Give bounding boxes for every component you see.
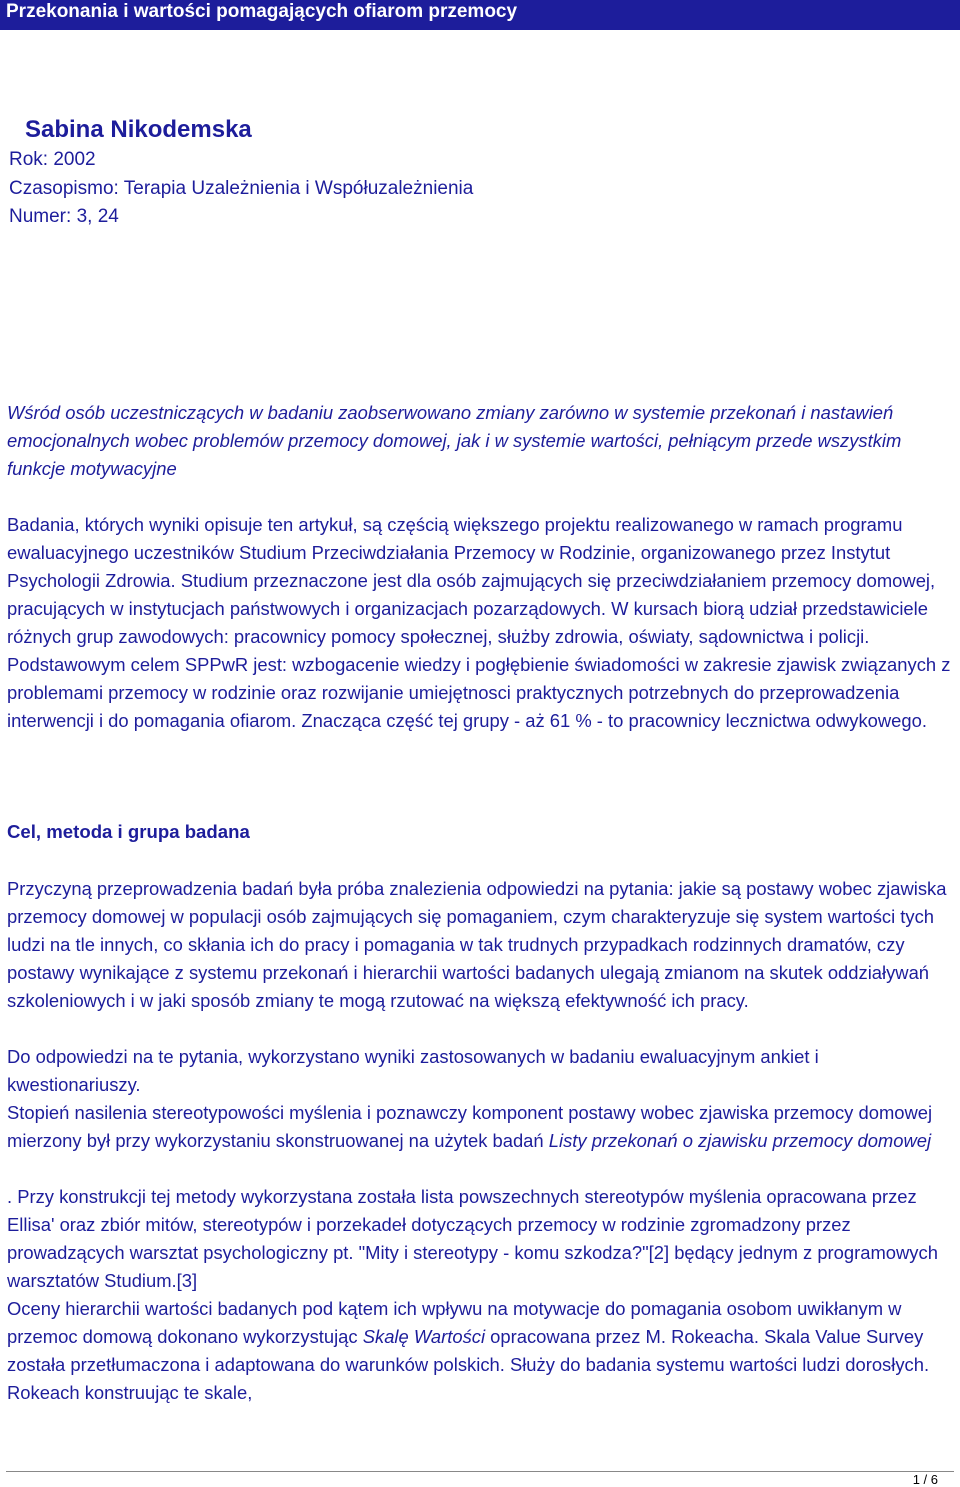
page-number: 1 / 6 xyxy=(912,1472,938,1487)
list-title: Listy przekonań o zjawisku przemocy domowej xyxy=(548,1130,932,1151)
construction-paragraph: . Przy konstrukcji tej metody wykorzystana została lista powszechnych stereotypów myślenia opracowana przez Ellisa' oraz zbiór mitów, stereotypów i porzekadeł dotyczących przemocy w rodzinie zgromadzony przez prowadzących warsztat psychologiczny pt. "Mity i stereotypy - komu szkodza?"[2] będący jednym z programowych warsztatów Studium.[3] xyxy=(7,1186,938,1291)
values-text-start: Oceny hierarchii wartości badanych pod kątem ich wpływu na motywacje do pomagania osobom uwikłanym w przemoc domową dokonano wykorzystując xyxy=(7,1298,902,1347)
section-heading: Cel, metoda i grupa badana xyxy=(7,821,250,842)
stereotype-text: Stopień nasilenia stereotypowości myślenia i poznawczy komponent postawy wobec zjawiska przemocy domowej mierzony był przy wykorzystaniu skonstruowanej na użytek badań xyxy=(7,1102,933,1151)
title-bar xyxy=(0,0,960,30)
footer-divider xyxy=(6,1471,954,1472)
values-paragraph xyxy=(7,1295,957,1407)
scale-title: Skalę Wartości xyxy=(362,1326,486,1347)
year-line: Rok: 2002 xyxy=(9,149,96,170)
values-text-end: opracowana przez M. Rokeacha. Skala Value Survey została przetłumaczona i adaptowana do warunków polskich. Służy do badania systemu wartości ludzi dorosłych. Rokeach konstruując te skale, xyxy=(7,1326,930,1403)
article-meta xyxy=(9,146,473,232)
method-paragraph: Do odpowiedzi na te pytania, wykorzystano wyniki zastosowanych w badaniu ewaluacyjnym ankiet i kwestionariuszy. xyxy=(7,1046,819,1095)
author-name: Sabina Nikodemska xyxy=(25,116,252,143)
reason-paragraph: Przyczyną przeprowadzenia badań była próba znalezienia odpowiedzi na pytania: jakie są postawy wobec zjawiska przemocy domowej w populacji osób zajmujących się pomaganiem, czym charakteryzuje się system wartości tych ludzi na tle innych, co skłania ich do pracy i pomagania w tak trudnych przypadkach rodzinnych dramatów, czy postawy wynikające z systemu przekonań i hierarchii wartości badanych ulegają zmianom na skutek oddziaływań szkoleniowych i w jaki sposób zmiany te mogą rzutować na większą efektywność ich pracy. xyxy=(7,878,947,1011)
document-title: Przekonania i wartości pomagających ofiarom przemocy xyxy=(6,1,518,22)
stereotype-paragraph xyxy=(7,1099,957,1155)
issue-line: Numer: 3, 24 xyxy=(9,206,119,227)
intro-paragraph: Badania, których wyniki opisuje ten artykuł, są częścią większego projektu realizowanego w ramach programu ewaluacyjnego uczestników Studium Przeciwdziałania Przemocy w Rodzinie, organizowanego przez Instytut Psychologii Zdrowia. Studium przeznaczone jest dla osób zajmujących się przeciwdziałaniem przemocy domowej, pracujących w instytucjach państwowych i organizacjach pozarządowych. W kursach biorą udział przedstawiciele różnych grup zawodowych: pracownicy pomocy społecznej, służby zdrowia, oświaty, sądownictwa i policji. Podstawowym celem SPPwR jest: wzbogacenie wiedzy i pogłębienie świadomości w zakresie zjawisk związanych z problemami przemocy w rodzinie oraz rozwijanie umiejętnosci praktycznych potrzebnych do przeprowadzenia interwencji i do pomagania ofiarom. Znacząca część tej grupy - aż 61 % - to pracownicy lecznictwa odwykowego. xyxy=(7,514,951,731)
journal-line: Czasopismo: Terapia Uzależnienia i Współuzależnienia xyxy=(9,177,474,199)
abstract: Wśród osób uczestniczących w badaniu zaobserwowano zmiany zarówno w systemie przekonań i nastawień emocjonalnych wobec problemów przemocy domowej, jak i w systemie wartości, pełniącym przede wszystkim funkcje motywacyjne xyxy=(7,402,902,479)
